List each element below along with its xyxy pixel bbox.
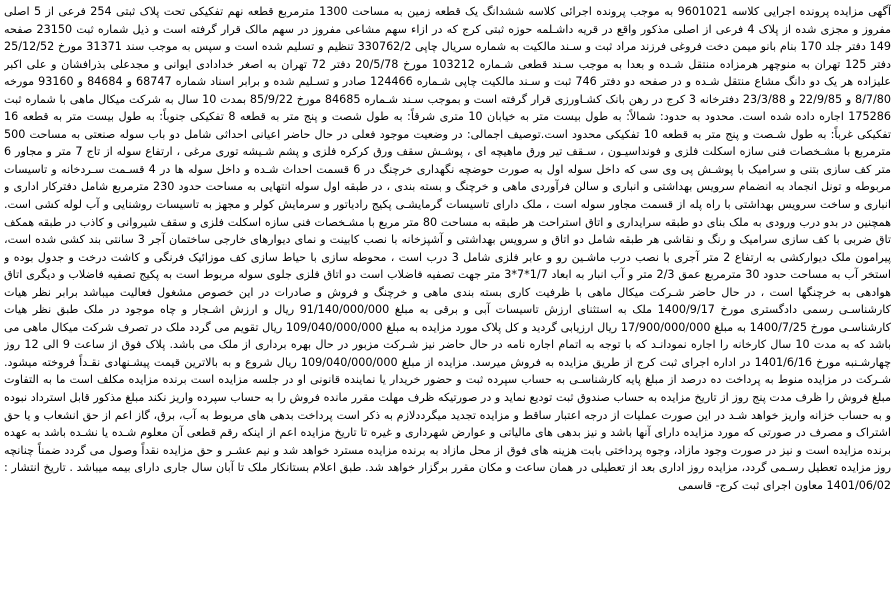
- auction-notice-text: آگهی مزایده پرونده اجرایی کلاسه 9601021 به موجب پرونده اجرائی کلاسه ششدانگ یک قطعه زمین به مساحت 1300 مترمربع قطعه نهم تفکیکی تحت پلاک ثبتی 254 فرعی از 5 اصلی مفروز و مجزی شده از پلاک 4 فرعی از اصلی مذکور واقع در قریه داشـلمه حوزه ثبتی کرج که در ازاء سهم مشاعی مفروز در سهم مالک قرار گرفته است و ذیل شماره ثبت 23150 صفحه 149 دفتر جلد 170 بنام بانو میمن دخت فروغی فرزند مراد ثبت و سـند مالکیت به شماره سریال چاپی 330762/2 تنظیم و تسلیم شده است و سپس به موجب سند 31371 مورخ 25/12/52 دفتر 125 تهران به منوچهر هرمزاده منتقل شـده و بعدا به موجب سـند قطعی شـماره 103212 مورخ 20/5/78 دفتر 72 تهران به اصغر خدادادی ایوانی و مجدعلی بذرافشان و علی اکبر علیزاده هر یک دو دانگ مشاع منتقل شـده و در صفحه دو دفتر 746 ثبت و سـند مالکیت چاپی شـماره 124466 صادر و تسـلیم شده و برابر اسناد شماره 68747 و 84684 و 93160 مورخه 8/7/80 و 22/9/85 و 23/3/88 دفترخانه 3 کرج در رهن بانک کشـاورزی قرار گرفته است و بموجب سـند شـماره 84685 مورخ 85/9/22 بمدت 10 سال به شرکت میکال ماهی با شماره ثبت 175286 اجاره داده شده است. محدود به حدود: شمالاً: به طول بیست متر به خیابان 10 متری شرقاً: به طول شصت و پنج متر به قطعه 8 تفکیکی جنوباً: به طول بیست متر به قطعه 16 تفکیکی غرباً: به طول شـصت و پنج متر به قطعه 10 تفکیکی محدود است.توصیف اجمالی: در وضعیت موجود فعلی در حال حاضر اعیانی احداثی شامل دو باب سوله صنعتی به مساحت 500 مترمربع با مشـخصات فنی سازه اسکلت فلزی و فونداسیـون ، سـقف تیر ورق ماهیچه ای ، پوشـش سقف ورق کرکره فلزی و پشم شـیشه توری مرغی ، ارتفاع سوله از تاج 7 متر و مجاور 6 متر کف سازی بتنی و سرامیک با پوشـش پی وی سی که داخل سوله اول به صورت حوضچه نگهداری خرچنگ در 6 قسمت احداث شـده و داخل سوله ها در 4 قسـمت سـردخانه و تاسیسات مربوطه و تونل انجماد به انضمام سرویس بهداشتی و انباری و سالن فرآوردی ماهی و خرچنگ و بسته بندی ، در طبقه اول سوله انتهایی به مساحت حدود 230 مترمربع شامل دفترکار اداری و انباری و ساخت سرویس بهداشتی با راه پله از قسمت مجاور سوله است ، ملک دارای تاسیسات گرمایشـی پکیج رادیاتور و سرمایش کولر و مجهز به تاسیسات روشنایی و آب لوله کشی است. همچنین در بدو درب ورودی به ملک بنای دو طبقه سرایداری و اتاق استراحت هر طبقه به مساحت 80 متر مربع با مشـخصات فنی سازه اسکلت فلزی و سقف شیروانی و کاذب در طبقه همکف تاق ضربی با کف سازی سرامیک و رنگ و نقاشی هر طبقه شامل دو اتاق و سرویس بهداشتی و آشپزخانه با نصب کابینت و نمای دیوارهای خارجی ساختمان آجر 3 سانتی بند کشی شده است، پیرامون ملک دیوارکشی به ارتفاع 2 متر آجری با نصب درب ماشـین رو و عابر فلزی شامل 3 درب است ، محوطه سازی با حیاط سازی کف موزائیک فرنگی و کاشت درخت و جدول بوده و استخر آب به مساحت حدود 30 مترمربع عمق 2/3 متر و آب انبار به ابعاد 1/7*7*3 متر جهت تصفیه فاضلاب است دو اتاق فلزی جلوی سوله مربوط است به پکیج تصفیه فاضلاب و دیگری اتاق هوادهی به خرچنگها است ، در حال حاضر شـرکت میکال ماهی با ظرفیت کاری بسته بندی ماهی و خرچنگ و فروش و صادرات در این خصوص مشغول فعالیت میباشد برابر نظر هیات کارشناسـی رسمی دادگستری مورخ 1400/9/17 ملک به استثنای ارزش تاسیسات آبی و برقی به مبلغ 91/140/000/000 ریال و ارزش اشـجار و چاه موجود در ملک طبق نظر هیات کارشناسـی مورخ 1400/7/25 به مبلغ 17/900/000/000 ریال ارزیابی گردید و کل پلاک مورد مزایده به مبلغ 109/040/000/000 ریال تقویم می گردد ملک در تصرف شرکت میکال ماهی می باشد که به مدت 10 سال کارخانه را اجاره نمودانـد که با توجه به اتمام اجاره نامه در حال حاضر نیز شـرکت مزبور در حال بهره برداری از ملک می باشد. پلاک فوق از ساعت 9 الی 12 روز چهارشـنبه مورخ 1401/6/16 در اداره اجرای ثبت کرج از طریق مزایده به فروش میرسد. مزایده از مبلغ 109/040/000/000 ریال شروع و به بالاترین قیمت پیشـنهادی نقـداً فروخته میشود. شـرکت در مزایده منوط به پرداخت ده درصد از مبلغ پایه کارشناسـی به حساب سپرده ثبت و حضور خریدار یا نماینده قانونی او در جلسه مزایده است برنده مزایده مکلف است ما به التفاوت مبلغ فروش را ظرف مدت پنج روز از تاریخ مزایده به حساب صندوق ثبت تودیع نماید و در صورتیکه ظرف مهلت مقرر مانده فروش را به حساب سپرده واریز نکند مبلغ مذکور قابل استرداد نبوده و به حساب خزانه واریز خواهد شـد در این صورت عملیات از درجه اعتبار ساقط و مزایده تجدید میگرددلازم به ذکر است پرداخت بدهی های مربوط به آب، برق، گاز اعم از حق انشعاب و یا حق اشتراک و مصرف در صورتی که مورد مزایده دارای آنها باشد و نیز بدهی های مالیاتی و عوارض شهرداری و غیره تا تاریخ مزایده اعم از اینکه رقم قطعی آن معلوم شـده یا نشـده باشد به عهده برنده مزایده است و نیز در صورت وجود مازاد، وجوه پرداختی بابت هزینه های فوق از محل مازاد به برنده مزایده مسترد خواهد شد و نیم عشـر و حق مزایده نقداً وصول می گردد ضمناً چنانچه روز مزایده تعطیل رسـمی گردد، مزایده روز اداری بعد از تعطیلی در همان ساعت و مکان مقرر برگزار خواهد شد. طبق اعلام بستانکار ملک تا آبان سال جاری دارای بیمه میباشد . تاریخ انتشار : 1401/06/02 معاون اجرای ثبت کرج- قاسمی: [4, 5, 891, 492]
